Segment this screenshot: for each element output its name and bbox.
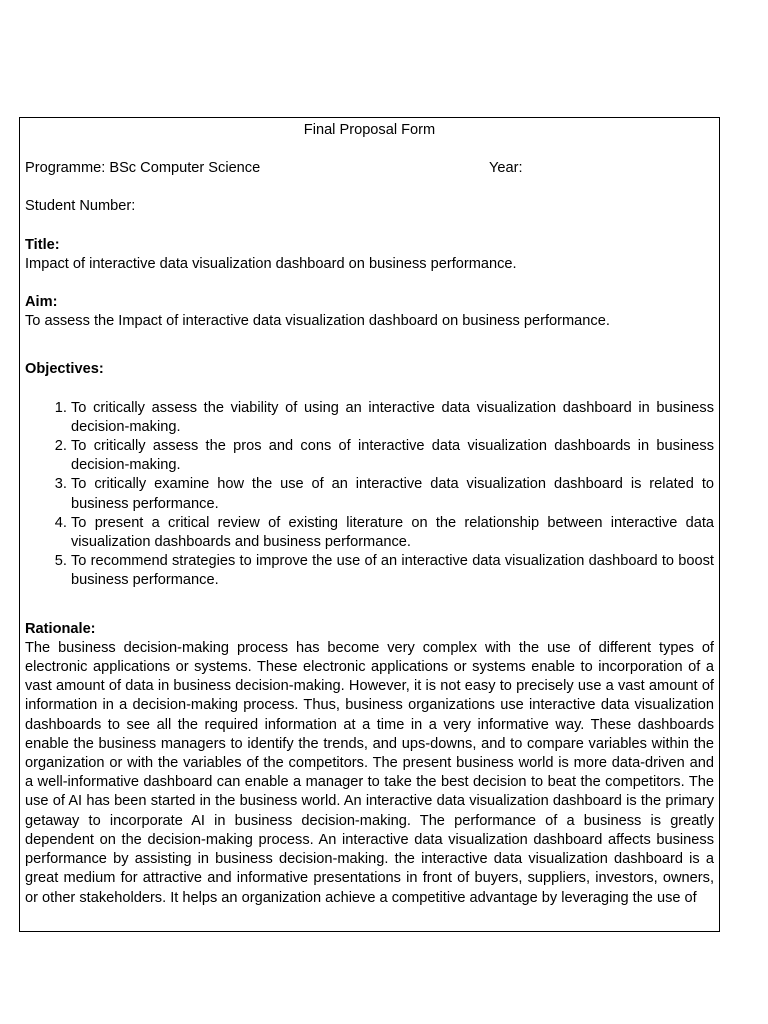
objective-item: 5. To recommend strategies to improve the use of an interactive data visualization dashboard to boost business performance. <box>71 552 714 590</box>
objectives-list <box>25 399 714 591</box>
aim-section <box>25 293 714 331</box>
rationale-label: Rationale: <box>25 620 96 637</box>
title-text: Impact of interactive data visualization dashboard on business performance. <box>25 255 517 272</box>
objectives-label: Objectives: <box>25 361 104 378</box>
student-number-field: Student Number: <box>25 198 136 215</box>
objective-item: 1. To critically assess the viability of using an interactive data visualization dashboard in business decision-making. <box>71 399 714 437</box>
year-field: Year: <box>489 160 523 177</box>
objective-item: 3. To critically examine how the use of an interactive data visualization dashboard is related to business performance. <box>71 475 714 513</box>
title-section <box>25 236 714 274</box>
objective-item: 4. To present a critical review of existing literature on the relationship between interactive data visualization dashboards and business performance. <box>71 514 714 552</box>
title-label: Title: <box>25 236 60 253</box>
proposal-form-content <box>20 118 719 908</box>
form-title: Final Proposal Form <box>303 122 436 138</box>
objective-item: 2. To critically assess the pros and cons of interactive data visualization dashboards in business decision-making. <box>71 437 714 475</box>
objectives-section <box>25 360 714 590</box>
aim-text: To assess the Impact of interactive data visualization dashboard on business performance. <box>25 313 610 330</box>
rationale-text: The business decision-making process has become very complex with the use of different types of electronic applications or systems. These electronic applications or systems enable to incorporation of a vast amount of data in business decision-making. However, it is not easy to precisely use a vast amount of information in a decision-making process. Thus, business organizations use interactive data visualization dashboards to see all the required information at a time in a very informative way. These dashboards enable the business managers to identify the trends, and ups-downs, and to compare variables within the organization or with the variables of the competitors. The present business world is more data-driven and a well-informative dashboard can enable a manager to take the best decision to beat the competitors. The use of AI has been started in the business world. An interactive data visualization dashboard is the primary getaway to incorporate AI in business decision-making. The performance of a business is greatly dependent on the decision-making process. An interactive data visualization dashboard affects business performance by assisting in business decision-making. the interactive data visualization dashboard is a great medium for attractive and informative presentations in front of buyers, suppliers, investors, owners, or other stakeholders. It helps an organization achieve a competitive advantage by leveraging the use of <box>25 639 714 906</box>
aim-label: Aim: <box>25 294 58 311</box>
programme-year-row <box>25 159 714 178</box>
rationale-section <box>25 620 714 908</box>
programme-field: Programme: BSc Computer Science <box>25 160 261 177</box>
proposal-form <box>19 117 720 932</box>
